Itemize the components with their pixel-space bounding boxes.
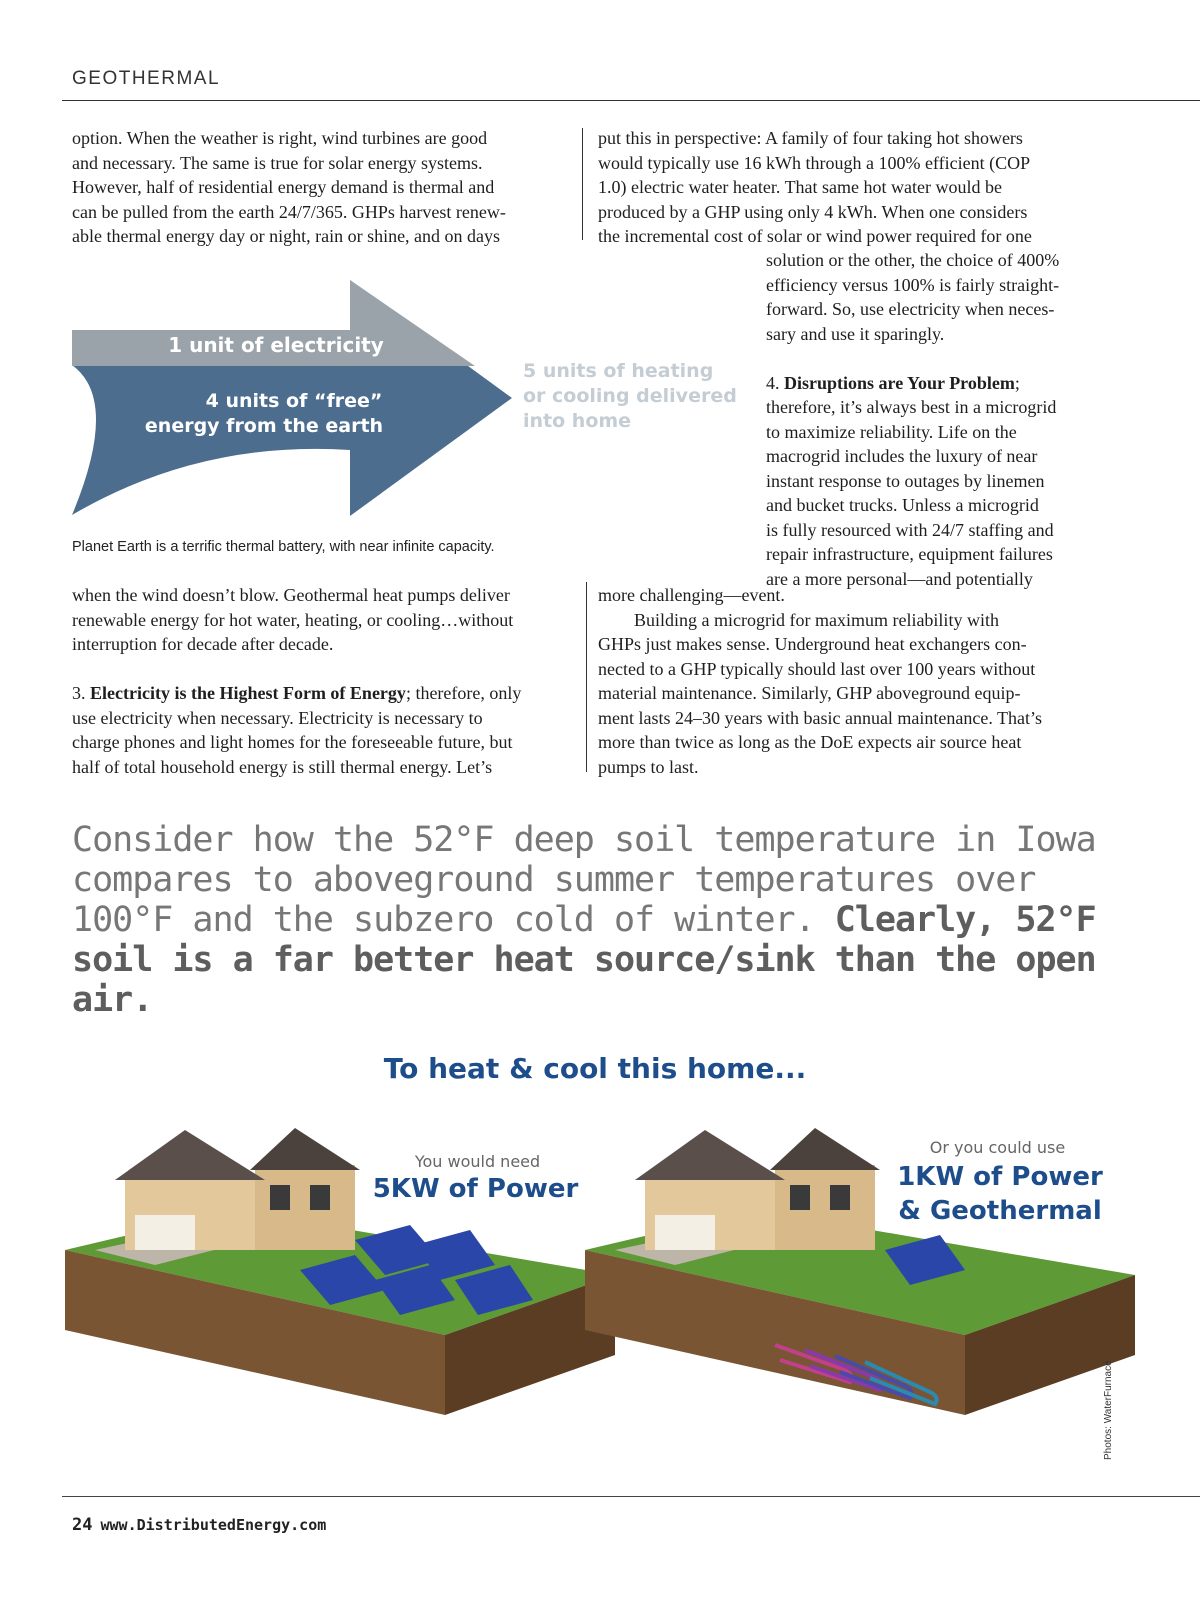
right-option-power: 1KW of Power (897, 1162, 1103, 1192)
house-roof-side (250, 1128, 360, 1170)
left-column-bottom (72, 583, 582, 779)
text-line: solution or the other, the choice of 400% (766, 250, 1060, 270)
house-window (310, 1185, 330, 1210)
point-4-number: 4. (766, 372, 784, 393)
left-column-top (72, 126, 562, 249)
text-line: the incremental cost of solar or wind power required for one (598, 226, 1032, 246)
right-column-bottom (598, 583, 1118, 779)
text-line: is fully resourced with 24/7 staffing and (766, 519, 1054, 540)
text-line: put this in perspective: A family of four taking hot showers (598, 128, 1023, 148)
text-line: instant response to outages by linemen (766, 470, 1045, 491)
column-divider-bottom (586, 582, 587, 772)
paragraph-gap (766, 346, 1111, 371)
output-label-line-2: or cooling delivered (523, 385, 737, 407)
text-line: renewable energy for hot water, heating, or cooling…without (72, 609, 514, 630)
text-line: more than twice as long as the DoE expects air source heat (598, 732, 1022, 752)
earth-label-line-2: energy from the earth (144, 415, 384, 437)
text-line: macrogrid includes the luxury of near (766, 446, 1038, 466)
column-divider-top (582, 128, 583, 240)
text-line: sary and use it sparingly. (766, 323, 945, 344)
text-line: repair infrastructure, equipment failures (766, 544, 1053, 564)
text-line: ment lasts 24–30 years with basic annual maintenance. That’s (598, 707, 1043, 728)
text-line: material maintenance. Similarly, GHP aboveground equip- (598, 683, 1021, 703)
point-3-heading (72, 681, 582, 706)
right-column-wrap (766, 248, 1111, 591)
house-roof-side (770, 1128, 880, 1170)
text-line: produced by a GHP using only 4 kWh. When one considers (598, 201, 1028, 222)
house-window (270, 1185, 290, 1210)
electricity-label: 1 unit of electricity (168, 333, 384, 357)
text-line: would typically use 16 kWh through a 100% efficient (COP (598, 152, 1031, 173)
text-line: 1.0) electric water heater. That same hot water would be (598, 177, 1002, 197)
text-line: pumps to last. (598, 756, 699, 777)
energy-arrow-figure (60, 270, 750, 520)
text-line: and bucket trucks. Unless a microgrid (766, 495, 1039, 515)
house-window (790, 1185, 810, 1210)
photo-credit: Photos: WaterFurnace (1103, 1360, 1114, 1460)
text-line: therefore, it’s always best in a microgrid (766, 397, 1057, 417)
right-option-intro: Or you could use (929, 1138, 1066, 1157)
paragraph-gap (72, 657, 582, 682)
figure-caption: Planet Earth is a terrific thermal battery, with near infinite capacity. (72, 539, 495, 555)
pull-quote-bold: Clearly, 52°F soil is a far better heat source/sink than the open air. (72, 900, 1096, 1020)
text-line: forward. So, use electricity when neces- (766, 299, 1055, 319)
point-3-rest: ; therefore, only (405, 683, 522, 703)
page-number: 24 (72, 1515, 93, 1535)
house-window (830, 1185, 850, 1210)
house-roof (635, 1130, 785, 1180)
page-footer (72, 1515, 326, 1535)
text-line: However, half of residential energy demand is thermal and (72, 177, 495, 197)
text-line: able thermal energy day or night, rain or shine, and on days (72, 226, 501, 246)
right-option-geothermal: & Geothermal (898, 1196, 1102, 1226)
text-line: half of total household energy is still thermal energy. Let’s (72, 756, 493, 777)
point-4-rest: ; (1014, 372, 1020, 393)
pull-quote-normal: Consider how the 52°F deep soil temperature in Iowa compares to aboveground summer temperatures over 100°F and the subzero cold of winter. (72, 820, 1096, 940)
text-line: efficiency versus 100% is fairly straight- (766, 274, 1060, 295)
right-column-top (598, 126, 1108, 249)
house-roof (115, 1130, 265, 1180)
text-line: charge phones and light homes for the foreseeable future, but (72, 732, 513, 752)
text-line: GHPs just makes sense. Underground heat exchangers con- (598, 634, 1027, 654)
left-option-power: 5KW of Power (372, 1174, 579, 1204)
pull-quote (72, 820, 1152, 1020)
text-line: option. When the weather is right, wind turbines are good (72, 128, 488, 148)
garage-door (135, 1215, 195, 1250)
text-line: when the wind doesn’t blow. Geothermal heat pumps deliver (72, 585, 510, 605)
footer-rule (62, 1496, 1200, 1497)
text-line: nected to a GHP typically should last over 100 years without (598, 658, 1036, 679)
section-label: GEOTHERMAL (72, 68, 221, 89)
output-label-line-1: 5 units of heating (523, 360, 714, 382)
text-line: more challenging—event. (598, 585, 785, 605)
text-line: can be pulled from the earth 24/7/365. GHPs harvest renew- (72, 201, 506, 222)
earth-label-line-1: 4 units of “free” (205, 390, 383, 412)
text-line: interruption for decade after decade. (72, 634, 334, 654)
text-line: and necessary. The same is true for solar energy systems. (72, 152, 483, 173)
text-line: Building a microgrid for maximum reliability with (634, 609, 999, 630)
text-line: use electricity when necessary. Electricity is necessary to (72, 707, 483, 728)
point-3-number: 3. (72, 683, 90, 703)
point-3-title: Electricity is the Highest Form of Energy (90, 683, 406, 703)
text-line: are a more personal—and potentially (766, 568, 1033, 589)
header-rule (62, 100, 1200, 101)
output-label-line-3: into home (523, 410, 632, 432)
text-line: to maximize reliability. Life on the (766, 421, 1017, 442)
site-url: www.DistributedEnergy.com (100, 1516, 327, 1534)
point-4-heading (766, 371, 1111, 396)
garage-door (655, 1215, 715, 1250)
left-option-intro: You would need (414, 1152, 541, 1171)
infographic-title: To heat & cool this home... (383, 1052, 807, 1085)
point-4-title: Disruptions are Your Problem (784, 372, 1015, 393)
